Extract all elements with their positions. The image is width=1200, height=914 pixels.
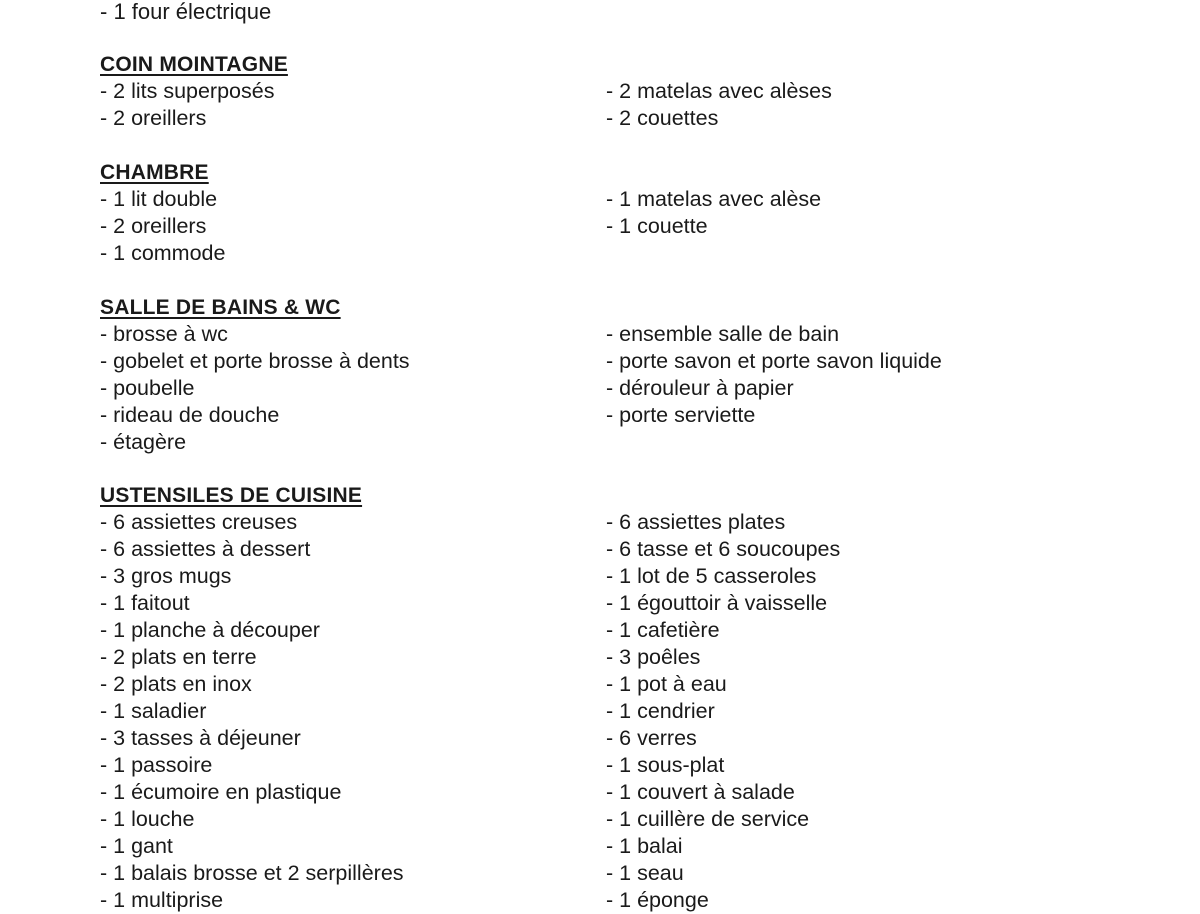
item-row [100,321,1100,348]
item-left: - 2 plats en terre [100,645,257,669]
item-row [100,860,1100,887]
item-rows [100,78,1100,132]
item-left: - 6 assiettes à dessert [100,537,311,561]
section-ustensiles-de-cuisine [100,482,1100,914]
section-title: USTENSILES DE CUISINE [100,484,363,507]
item-right: - 1 éponge [606,888,709,912]
item-right: - 1 pot à eau [606,672,727,696]
item-right: - 2 couettes [606,106,719,130]
item-right: - 1 cuillère de service [606,807,810,831]
item-row [100,348,1100,375]
section-title: COIN MOINTAGNE [100,53,288,76]
top-item: - 1 four électrique [100,0,272,24]
item-row [100,213,1100,240]
item-right: - 6 tasse et 6 soucoupes [606,537,841,561]
section-salle-de-bains [100,294,1100,456]
item-right: - 6 verres [606,726,697,750]
item-rows [100,321,1100,456]
item-row [100,105,1100,132]
item-rows [100,186,1100,267]
item-right: - 1 couette [606,214,708,238]
item-left: - étagère [100,430,187,454]
item-right: - 1 seau [606,861,684,885]
item-right: - porte savon et porte savon liquide [606,349,942,373]
section-title: SALLE DE BAINS & WC [100,296,341,319]
item-left: - 1 passoire [100,753,213,777]
section-coin-montagne [100,51,1100,132]
item-right: - 2 matelas avec alèses [606,79,832,103]
item-right: - 1 balai [606,834,683,858]
item-row [100,779,1100,806]
item-left: - gobelet et porte brosse à dents [100,349,410,373]
item-left: - 6 assiettes creuses [100,510,298,534]
item-right: - 6 assiettes plates [606,510,786,534]
item-row [100,752,1100,779]
item-right: - 1 matelas avec alèse [606,187,822,211]
item-left: - 1 commode [100,241,226,265]
item-right: - ensemble salle de bain [606,322,840,346]
item-left: - brosse à wc [100,322,228,346]
item-left: - rideau de douche [100,403,280,427]
item-left: - poubelle [100,376,195,400]
item-left: - 1 balais brosse et 2 serpillères [100,861,404,885]
item-left: - 3 tasses à déjeuner [100,726,301,750]
item-row [100,590,1100,617]
item-row [100,240,1100,267]
item-right: - 3 poêles [606,645,701,669]
item-left: - 1 multiprise [100,888,224,912]
item-row [100,429,1100,456]
item-row [100,698,1100,725]
item-row [100,806,1100,833]
item-left: - 1 planche à découper [100,618,320,642]
item-row [100,671,1100,698]
item-row [100,725,1100,752]
item-row [100,78,1100,105]
item-left: - 3 gros mugs [100,564,232,588]
item-right: - 1 cendrier [606,699,715,723]
item-left: - 2 oreillers [100,106,207,130]
item-right: - 1 égouttoir à vaisselle [606,591,828,615]
item-row [100,887,1100,914]
item-left: - 1 lit double [100,187,218,211]
item-row [100,402,1100,429]
item-left: - 1 louche [100,807,195,831]
item-rows [100,509,1100,914]
item-right: - 1 sous-plat [606,753,725,777]
item-row [100,833,1100,860]
item-row [100,509,1100,536]
item-right: - 1 couvert à salade [606,780,795,804]
item-row [100,644,1100,671]
item-row [100,536,1100,563]
item-row [100,375,1100,402]
item-right: - dérouleur à papier [606,376,794,400]
item-row [100,563,1100,590]
item-right: - 1 lot de 5 casseroles [606,564,817,588]
item-left: - 1 écumoire en plastique [100,780,342,804]
item-left: - 2 oreillers [100,214,207,238]
item-row [100,186,1100,213]
item-right: - porte serviette [606,403,756,427]
item-left: - 1 gant [100,834,173,858]
section-chambre [100,159,1100,267]
item-left: - 1 faitout [100,591,190,615]
item-row [100,617,1100,644]
section-title: CHAMBRE [100,161,209,184]
item-right: - 1 cafetière [606,618,720,642]
item-left: - 2 lits superposés [100,79,275,103]
item-left: - 1 saladier [100,699,207,723]
item-left: - 2 plats en inox [100,672,252,696]
